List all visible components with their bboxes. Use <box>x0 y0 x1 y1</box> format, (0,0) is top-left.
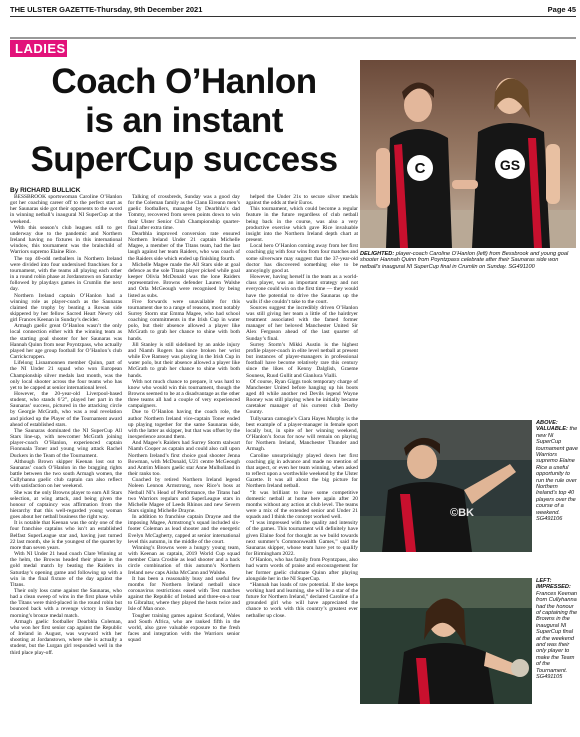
article-paragraph: However, having herself in the team as a world-class player, was an important strategy and not everyone could win on the first time — they would have the potential to drive the Saunaras up the walls if she couldn’t take to the court. <box>246 274 358 305</box>
header-rule <box>10 16 576 17</box>
headline <box>10 62 358 179</box>
byline: By RICHARD BULLICK <box>10 187 81 194</box>
caption-middle-lead: ABOVE: VALUABLE: <box>536 420 568 433</box>
article-paragraph: “It was brilliant to have some competitive domestic netball at home here again after 20 months without any action at club level. The teams were a mix of the extended senior and Under 21 squads and I think the concept worked well. <box>246 489 358 521</box>
section-label: LADIES <box>10 40 67 57</box>
article-paragraph: Sources suggest the incredibly driven O’Hanlon was still giving her team a little of the hairdryer treatment associated with the famed former manager of her beloved Manchester United Sir Alex Ferguson ahead of the last quarter of Sunday’s final. <box>246 304 358 342</box>
article-paragraph: Five forwards were unavailable for this tournament due to a range of reasons, most notably Surrey Storm star Emma Magee, who had school coaching commitments in the Irish Cup in water polo, but their absence allowed a player like McGrath to grab her chance to shine with both hands. <box>128 298 240 342</box>
article-paragraph: Surrey Storm’s Mikki Austin is the highest profile player-coach in elite level netball at present but instances of player-managers in professional football have become relatively rare this century since the likes of Kenny Dalglish, Graeme Souness, Ruud Gullit and Gianluca Vialli. <box>246 341 358 379</box>
article-paragraph: BESSBROOK sportswoman Caroline O’Hanlon got her coaching career off to the perfect start as her Saunaras side got their opponents to the sword in winning netball’s inaugural NI SuperCup at the weekend. <box>10 194 122 225</box>
photo-player-action-image <box>360 420 532 552</box>
article-paragraph: This tournament, which could become a regular feature in the future regardless of club netball being back in the course, was also a very productive exercise which gave Rice invaluable insight into the Northern Ireland depth chart at present. <box>246 206 358 244</box>
article-paragraph: Dearbhla improved conversion rate ensured Northern Ireland Under 21 captain Michelle Magee, a member of the Titans team, had the last laugh against her team Raiders, who was coach of the Raiders side which ended up finishing fourth. <box>128 230 240 262</box>
photo-two-players <box>360 60 576 248</box>
article-paragraph: She was the only Browns player to earn All Stars selection, at wing attack, and being given the honour of captaincy was affirmation from the hierarchy that this well-regarded young woman goes about her netball business the right way. <box>10 489 122 521</box>
article-paragraph: Although Brown skipper Keenan lost out to Saunaras’ coach O’Hanlon in the bragging rights battle between the two south Armagh women, the Cullyhanna gaelic club captain can also reflect with satisfaction on her weekend. <box>10 458 122 490</box>
photo-frances-keenan-image <box>360 578 532 704</box>
article-paragraph: Jill Stanley is still sidelined by an ankle injury and Niamh Rogers has since broken her wrist while Eve Ramsey was playing in the Irish Cup in water polo, but their absence allowed a player like McGrath to grab her chance to shine with both hands. <box>128 341 240 379</box>
article-paragraph: O’Hanlon, who has family from Poyntzpass, also had warm words of praise and encouragement for her former gaelic clubmate Quinn after playing alongside her in the NI SuperCup. <box>246 557 358 582</box>
page-number: Page 45 <box>547 5 576 14</box>
article-paragraph: With this season’s club leagues still to get underway due to the pandemic and Northern Ireland having no fixtures in this international window, this tournament was the brainchild of Warriors supremo Elaine Rice. <box>10 224 122 256</box>
article-paragraph: With not much chance to prepare, it was hard to know who would win this tournament, though the Browns seemed to be at a disadvantage as the other three teams all had a couple of very experienced campaigners. <box>128 378 240 410</box>
article-paragraph: Of course, Ryan Giggs took temporary charge of Manchester United before hanging up his boots aged 40 while another red Devils legend Wayne Rooney was still playing when he initially became caretaker manager of his current club Derby County. <box>246 378 358 416</box>
article-paragraph: Their only loss came against the Saunaras, who had a clean sweep of wins in the first phase while the Titans were third-placed in the round robin but bounced back with a revenge victory in Sunday morning’s bronze medal match. <box>10 588 122 619</box>
article-paragraph: Local hero O’Hanlon coming away from her first coaching gig with four wins from four matches and some silverware may suggest that the 37-year-old doctor has discovered something else to be annoyingly good at. <box>246 243 358 274</box>
article-paragraph: Armagh gaelic footballer Dearbhla Coleman, who won her first senior cap against the Republic of Ireland in August, was wayward with her shooting at Jordanstown, where she is actually a student, but the Lurgan girl responded well in the third place play-off. <box>10 618 122 656</box>
article-paragraph: And Magee’s Raiders had Surrey Storm stalwart Niamh Cooper as captain and could also call upon Northern Ireland’s first choice goal shooter Jenna Bowman, with McDonald, U21 centre McGeough and Antrim Minors gaelic star Anne Mulholland in their ranks too. <box>128 440 240 478</box>
article-paragraph: Coached by retired Northern Ireland legend Noleen Lennon Armstrong, now Rice’s boss at Netball NI’s Head of Performance, the Titans had two Warriors regulars and SuperLeague stars in Michelle Magee of Leeds Rhinos and new Severn Stars signing Michelle Drayne. <box>128 477 240 514</box>
article-paragraph: Armagh gaelic great O’Hanlon wasn’t the only local connection either with the winning team as the starting goal shooter for her Saunaras was Hannah Quinn from near Poyntzpass, who actually played her age group football for O’Hanlon’s club Carrickcruppen. <box>10 323 122 361</box>
article-paragraph: It is notable that Keenan was the only one of the four franchise captains who isn’t an established Belfast SuperLeague star and, having just turned 22 last month, she is the youngest of the quartet by more than seven years. <box>10 520 122 551</box>
article-paragraph: Lifelong Lisnamonnen member Quinn, part of the NI Under 21 squad who won European Championship silver medals last month, was the only local shooter across the four teams who has yet to be capped at senior international level. <box>10 360 122 391</box>
article-paragraph: “I was impressed with the quality and intensity of the games. This tournament will definitely have given Elaine food for thought as we build towards next summer’s Commonwealth Games,” said the Saunaras skipper, whose team have yet to qualify for Birmingham 2022. <box>246 520 358 558</box>
article-paragraph: Tullysaran camogie’s Ciara Hayes Murphy is the best example of a player-manager in female sport locally but, in spite of her winning weekend, O’Hanlon’s focus for now will remain on playing for Northern Ireland, Manchester Thunder and Armagh. <box>246 415 358 453</box>
header-rule-bottom <box>10 37 576 39</box>
shirt-brand-mark: ©BK <box>450 507 474 519</box>
caption-top <box>360 251 576 270</box>
article-paragraph: Caroline unsurprisingly played down her first coaching gig in advance and made no mention of that aspect, or even her team winning, when asked to reflect upon a worthwhile weekend by the Ulster Gazette. It was all about the big picture for Northern Ireland netball. <box>246 452 358 490</box>
article-paragraph: The Saunaras dominated the NI SuperCup All Stars line-up, with newcomer McGrath joining player-coach O’Hanlon, experienced captain Fionnuala Toner and young wing attack Rachel Duckers in the Team of the Tournament. <box>10 427 122 459</box>
article-column-1 <box>10 194 122 714</box>
article-paragraph: helped the Under 21s to secure silver medals against the odds at their Euros. <box>246 194 358 207</box>
article-paragraph: Due to O’Hanlon having the coach role, the author Northern Ireland vice-captain Toner ended up playing together for the same Saunaras side, with the latter as skipper, but that was offset by the inexperience around them. <box>128 409 240 441</box>
article-paragraph: Tougher training games against Scotland, Wales and South Africa, who are ranked fifth in the world, also gave valuable exposure to the fresh faces and integration with the Warriors senior squad <box>128 612 240 644</box>
page-header <box>10 3 576 15</box>
article-paragraph: Northern Ireland captain O’Hanlon had a winning role as player-coach as the Saunaras claimed the trophy by beating a Rowan side skippered by her fellow Sacred Heart Newry old girl Frances Keenan in Sunday’s decider. <box>10 292 122 324</box>
article-paragraph: With NI Under 21 head coach Clare Winning at the helm, the Browns headed their phase in the gold medal match by beating the Raiders in Saturday’s opening game and following up with a win in the final fixture of the day against the Titans. <box>10 551 122 588</box>
caption-bottom-lead: LEFT: IMPRESSED: <box>536 578 571 591</box>
caption-top-lead: DELIGHTED: <box>360 251 395 257</box>
article-column-3 <box>246 194 358 714</box>
caption-top-text: player-coach Caroline O’Hanlon (left) from Bessbrook and young goal shooter Hannah Quinn from Poyntzpass celebrate after their Saunaras side won netball’s inaugural NI SuperCup final in Crumlin on Sunday. SG491100 <box>360 251 569 270</box>
article-paragraph: It has been a reasonably busy and useful few months for Northern Ireland netball since coronavirus restrictions eased with Test matches against the Republic of Ireland and three-on-a tour to Gibraltar, where they played the hosts twice and Isle of Man once. <box>128 575 240 613</box>
bib-left: C <box>414 160 426 177</box>
photo-player-action <box>360 420 532 552</box>
caption-bottom <box>536 578 578 681</box>
photo-two-players-image <box>360 60 576 248</box>
paper-title-date: THE ULSTER GAZETTE-Thursday, 9th December 2021 <box>10 5 203 14</box>
bib-right: GS <box>499 157 521 173</box>
caption-middle-text: the new NI SuperCup tournament gave Warriors supremo Elaine Rice a useful opportunity to run the rule over Northern Ireland’s top 40 players over the course of a weekend. SG491106 <box>536 426 578 523</box>
article-paragraph: Michelle Magee made the All Stars side at goal defence as the sole Titans player picked while goal keeper Olivia McDonald was the lone Raiders representative. Browns defender Lauren Walshe and Orla McGeough were recognised by being listed as subs. <box>128 261 240 299</box>
article-paragraph: Winning’s Browns were a hungry young team, with Keenan as captain, 2019 World Cup squad member Ciara Crosbie as lead shooter and a back circle combination of this autumn’s Northern Ireland new caps Aisha McCann and Walshe. <box>128 544 240 576</box>
caption-bottom-text: Frances Keenan from Cullyhanna had the honour of captaining the Browns in the inaugural NI SuperCup final at the weekend and was their only player to make the Team of the Tournament. SG491105 <box>536 590 578 681</box>
article-column-2 <box>128 194 240 714</box>
caption-middle <box>536 420 578 523</box>
article-paragraph: “Hannah has loads of raw potential. If she keeps working hard and learning, she will be a star of the future for Northern Ireland,” declared Caroline of a grounded girl who will have appreciated the chance to work with this country’s greatest ever netballer up close. <box>246 581 358 619</box>
article-paragraph: The top 40-odd netballers in Northern Ireland were divided into four undersixed franchises for a tournament, with the teams all playing each other in a round robin phase at Jordanstown on Saturday followed by playdays games in Crumlin the next day. <box>10 255 122 293</box>
article-paragraph: In addition to franchise captain Drayne and the imposing Magee, Armstrong’s squad included six-footer Coleman as lead shooter and the energetic Evelyn McCagherty, capped at senior international level this autumn, in the middle of the court. <box>128 514 240 545</box>
photo-frances-keenan <box>360 578 532 704</box>
headline-line-1: Coach O’Hanlon <box>51 62 317 101</box>
article-paragraph: However, the 20-year-old Liverpool-based student, who stands 6’2”, played her part in the Saunaras’ success, pictured in the attacking circle by Georgie McGrath, who was a real revelation and picked up the Player of the Tournament award ahead of established stars. <box>10 391 122 428</box>
article-paragraph: Talking of crossbreds, Sunday was a good day for the Coleman family as the Clann Eireann men’s gaelic footballers, managed by Dearbhla’s dad Tommy, recovered from seven points down to win their Ulster Senior Club Championship quarter-final after extra time. <box>128 194 240 231</box>
headline-line-2: is an instant <box>85 101 283 140</box>
headline-line-3: SuperCup success <box>30 140 338 179</box>
